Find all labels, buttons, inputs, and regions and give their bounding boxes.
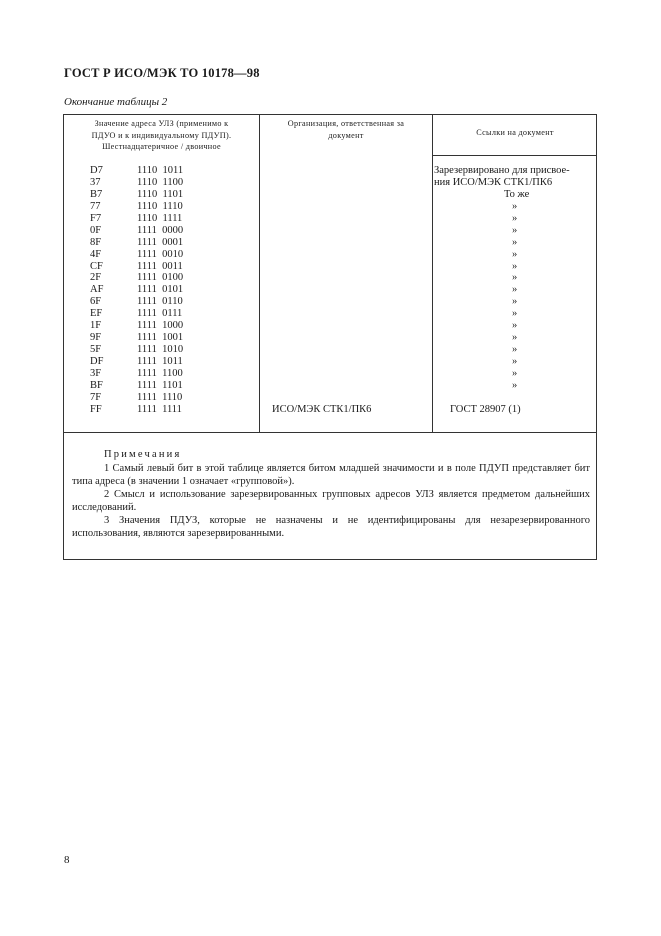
table-row: [90, 356, 183, 368]
ditto-mark: »: [512, 332, 518, 344]
header-address-value: Значение адреса УЛЗ (применимо к ПДУО и к индивидуальному ПДУП). Шестнадцатеричное / двоичное: [91, 119, 232, 151]
table-row: [90, 296, 183, 308]
table-row: [90, 308, 183, 320]
ditto-mark: »: [512, 272, 518, 284]
note-item: 2 Смысл и использование зарезервированных групповых адресов УЛЗ является предметом дальнейших исследований.: [72, 489, 590, 513]
hex-value: AF: [90, 284, 104, 296]
organization-last-row: ИСО/МЭК СТК1/ПК6: [272, 404, 372, 415]
header-divider: [433, 155, 597, 156]
table-caption: Окончание таблицы 2: [64, 96, 168, 108]
note-item: 3 Значения ПДУЗ, которые не назначены и не идентифицированы для незарезервированного использования, являются зарезервированными.: [72, 515, 590, 539]
hex-value: 1F: [90, 320, 102, 332]
binary-value: 1111 0000: [137, 224, 184, 236]
table-row: [90, 213, 183, 225]
table-row: [90, 249, 183, 261]
hex-value: CF: [90, 260, 103, 272]
binary-value: 1111 0110: [137, 296, 183, 308]
binary-value: 1110 1101: [137, 188, 184, 200]
hex-value: 77: [90, 200, 101, 212]
binary-value: 1111 0100: [137, 272, 184, 284]
ditto-mark: »: [512, 260, 518, 272]
ditto-mark: »: [512, 379, 518, 391]
binary-value: 1111 0001: [137, 236, 184, 248]
ditto-mark: »: [512, 344, 518, 356]
binary-value: 1111 1001: [137, 332, 184, 344]
hex-value: 9F: [90, 332, 102, 344]
binary-value: 1111 1111: [137, 403, 182, 415]
binary-value: 1111 1100: [137, 367, 183, 379]
table-row: [90, 344, 183, 356]
binary-value: 1111 1000: [137, 320, 184, 332]
table-row: [90, 261, 183, 273]
table-row: [90, 320, 183, 332]
ditto-mark: »: [512, 200, 518, 212]
binary-value: 1111 1010: [137, 344, 184, 356]
hex-value: 4F: [90, 248, 102, 260]
hex-value: 2F: [90, 272, 102, 284]
hex-value: FF: [90, 403, 102, 415]
binary-value: 1110 1100: [137, 176, 184, 188]
ditto-mark: »: [512, 356, 518, 367]
table-row: [90, 284, 183, 296]
hex-value: 5F: [90, 344, 102, 356]
column-divider: [259, 115, 260, 432]
header-references: Ссылки на документ: [476, 128, 554, 137]
hex-value: 3F: [90, 367, 102, 379]
table-row: [90, 225, 183, 237]
binary-value: 1110 1111: [137, 212, 183, 224]
note-item: 1 Самый левый бит в этой таблице является битом младшей значимости и в поле ПДУП представляет бит типа адреса (в значении 1 означает «групповой»).: [72, 463, 590, 487]
binary-value: 1111 0011: [137, 260, 183, 272]
binary-value: 1111 1011: [137, 356, 183, 367]
table-row: [90, 237, 183, 249]
ditto-mark: »: [512, 284, 518, 296]
hex-value: EF: [90, 308, 103, 320]
hex-value: 6F: [90, 296, 102, 308]
references-column: [434, 165, 594, 392]
ditto-mark: »: [512, 224, 518, 236]
ditto-mark: »: [512, 212, 518, 224]
hex-value: D7: [90, 165, 103, 176]
table-row: [90, 392, 183, 404]
binary-value: 1111 0010: [137, 248, 184, 260]
ditto-mark: »: [512, 296, 518, 308]
document-title: ГОСТ Р ИСО/МЭК ТО 10178—98: [64, 66, 260, 80]
table-row: [90, 201, 183, 213]
hex-value: 37: [90, 176, 101, 188]
table-row: [90, 189, 183, 201]
ditto-mark: »: [512, 367, 518, 379]
reference-last-row: ГОСТ 28907 (1): [450, 404, 521, 415]
ditto-mark: »: [512, 320, 518, 332]
ditto-mark: »: [512, 248, 518, 260]
hex-value: BF: [90, 379, 103, 391]
hex-value: 8F: [90, 236, 102, 248]
hex-value: 7F: [90, 391, 102, 403]
binary-value: 1110 1011: [137, 165, 184, 176]
ditto-mark: »: [512, 236, 518, 248]
notes-divider: [64, 432, 596, 433]
reference-reserved-cont: ния ИСО/МЭК СТК1/ПК6: [434, 176, 553, 188]
binary-value: 1111 0111: [137, 308, 183, 320]
column-divider: [432, 115, 433, 432]
notes-section: [72, 448, 590, 540]
binary-value: 1111 1101: [137, 379, 183, 391]
table-row: [90, 165, 183, 177]
reference-reserved: Зарезервировано для присвое-: [434, 165, 570, 176]
table-row: [90, 404, 183, 416]
address-values-list: [90, 165, 183, 416]
table-row: [90, 272, 183, 284]
binary-value: 1111 0101: [137, 284, 184, 296]
table-row: [90, 177, 183, 189]
binary-value: 1111 1110: [137, 391, 183, 403]
binary-value: 1110 1110: [137, 200, 183, 212]
hex-value: 0F: [90, 224, 102, 236]
hex-value: DF: [90, 356, 104, 367]
page-number: 8: [64, 854, 70, 866]
ditto-mark: »: [512, 308, 518, 320]
table-row: [90, 368, 183, 380]
header-organization: Организация, ответственная за документ: [287, 119, 405, 140]
hex-value: F7: [90, 212, 102, 224]
hex-value: B7: [90, 188, 103, 200]
notes-title: Примечания: [104, 449, 182, 460]
table-row: [90, 380, 183, 392]
table-row: [90, 332, 183, 344]
reference-same: То же: [504, 188, 530, 200]
